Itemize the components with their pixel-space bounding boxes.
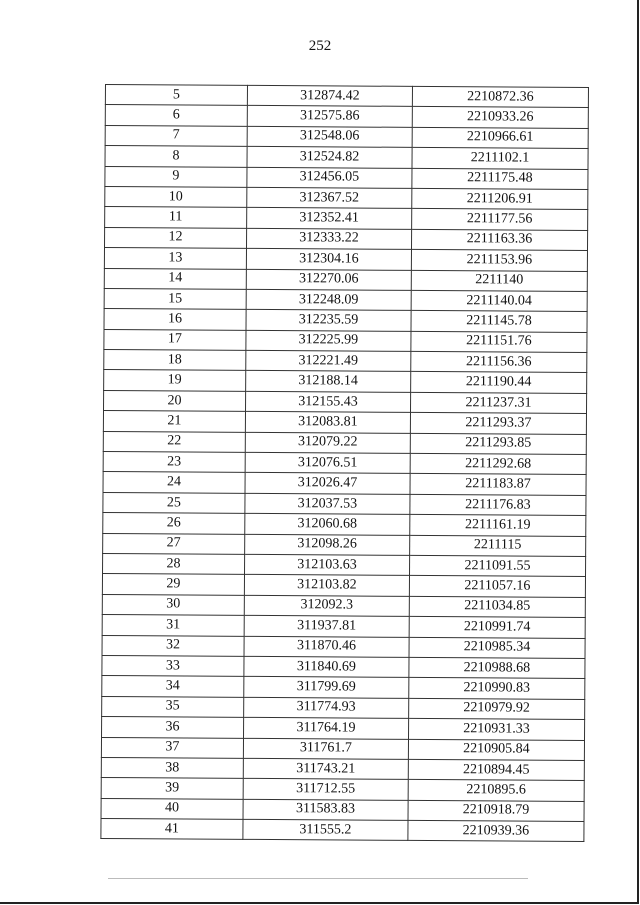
x-coordinate-cell: 312103.82 [244, 575, 409, 596]
point-number-cell: 31 [102, 615, 244, 636]
y-coordinate-cell: 2211140 [411, 270, 587, 291]
y-coordinate-cell: 2210918.79 [408, 800, 584, 821]
x-coordinate-cell: 311764.19 [244, 717, 409, 738]
y-coordinate-cell: 2211034.85 [409, 596, 585, 617]
point-number-cell: 39 [101, 778, 243, 799]
table-row [104, 309, 587, 332]
point-number-cell: 8 [105, 146, 247, 167]
y-coordinate-cell: 2211145.78 [411, 311, 587, 332]
y-coordinate-cell: 2211293.85 [410, 433, 586, 454]
y-coordinate-cell: 2211292.68 [410, 453, 586, 474]
point-number-cell: 36 [102, 717, 244, 738]
table-row [103, 492, 586, 515]
x-coordinate-cell: 312225.99 [246, 330, 411, 351]
x-coordinate-cell: 311870.46 [244, 636, 409, 657]
table-row [105, 207, 588, 230]
point-number-cell: 34 [102, 676, 244, 697]
x-coordinate-cell: 312456.05 [247, 167, 412, 188]
y-coordinate-cell: 2211115 [410, 535, 586, 556]
footer-rule [108, 878, 528, 879]
x-coordinate-cell: 312188.14 [246, 371, 411, 392]
x-coordinate-cell: 312270.06 [246, 269, 411, 290]
y-coordinate-cell: 2211057.16 [409, 576, 585, 597]
x-coordinate-cell: 312352.41 [247, 208, 412, 229]
point-number-cell: 41 [101, 819, 243, 840]
x-coordinate-cell: 312221.49 [246, 350, 411, 371]
point-number-cell: 23 [103, 452, 245, 473]
y-coordinate-cell: 2211140.04 [411, 290, 587, 311]
y-coordinate-cell: 2211237.31 [410, 392, 586, 413]
x-coordinate-cell: 312083.81 [245, 412, 410, 433]
y-coordinate-cell: 2210931.33 [409, 718, 585, 739]
table-row [105, 146, 588, 169]
point-number-cell: 17 [104, 329, 246, 350]
x-coordinate-cell: 311761.7 [243, 738, 408, 759]
point-number-cell: 25 [103, 492, 245, 513]
point-number-cell: 28 [103, 553, 245, 574]
table-row [103, 472, 586, 495]
point-number-cell: 14 [104, 268, 246, 289]
table-row [105, 85, 588, 108]
point-number-cell: 16 [104, 309, 246, 330]
y-coordinate-cell: 2211151.76 [411, 331, 587, 352]
x-coordinate-cell: 311555.2 [243, 819, 408, 840]
y-coordinate-cell: 2211183.87 [410, 474, 586, 495]
x-coordinate-cell: 312079.22 [245, 432, 410, 453]
point-number-cell: 18 [104, 350, 246, 371]
point-number-cell: 15 [104, 288, 246, 309]
x-coordinate-cell: 312155.43 [246, 391, 411, 412]
x-coordinate-cell: 312304.16 [246, 248, 411, 269]
x-coordinate-cell: 312575.86 [247, 106, 412, 127]
y-coordinate-cell: 2211176.83 [410, 494, 586, 515]
table-row [103, 452, 586, 475]
table-row [105, 125, 588, 148]
y-coordinate-cell: 2211177.56 [412, 209, 588, 230]
point-number-cell: 9 [105, 166, 247, 187]
x-coordinate-cell: 311840.69 [244, 656, 409, 677]
point-number-cell: 21 [103, 411, 245, 432]
y-coordinate-cell: 2211091.55 [410, 555, 586, 576]
point-number-cell: 6 [105, 105, 247, 126]
x-coordinate-cell: 311799.69 [244, 677, 409, 698]
page-number: 252 [308, 38, 332, 54]
point-number-cell: 19 [104, 370, 246, 391]
y-coordinate-cell: 2210985.34 [409, 637, 585, 658]
table-row [104, 370, 587, 393]
table-row [105, 105, 588, 128]
point-number-cell: 33 [102, 655, 244, 676]
y-coordinate-cell: 2211156.36 [411, 351, 587, 372]
y-coordinate-cell: 2210991.74 [409, 617, 585, 638]
point-number-cell: 32 [102, 635, 244, 656]
table-row [104, 288, 587, 311]
y-coordinate-cell: 2210894.45 [408, 759, 584, 780]
point-number-cell: 11 [105, 207, 247, 228]
point-number-cell: 29 [102, 574, 244, 595]
y-coordinate-cell: 2211206.91 [412, 188, 588, 209]
y-coordinate-cell: 2210895.6 [408, 780, 584, 801]
point-number-cell: 5 [105, 85, 247, 106]
point-number-cell: 7 [105, 125, 247, 146]
point-number-cell: 26 [103, 513, 245, 534]
x-coordinate-cell: 311583.83 [243, 799, 408, 820]
coordinates-table [100, 84, 589, 842]
x-coordinate-cell: 312248.09 [246, 289, 411, 310]
y-coordinate-cell: 2211102.1 [412, 148, 588, 169]
x-coordinate-cell: 312235.59 [246, 310, 411, 331]
table-row [101, 819, 584, 842]
y-coordinate-cell: 2211161.19 [410, 515, 586, 536]
table-row [105, 227, 588, 250]
x-coordinate-cell: 312524.82 [247, 147, 412, 168]
y-coordinate-cell: 2210966.61 [412, 127, 588, 148]
table-row [104, 268, 587, 291]
y-coordinate-cell: 2211293.37 [410, 413, 586, 434]
point-number-cell: 10 [105, 186, 247, 207]
x-coordinate-cell: 311937.81 [244, 616, 409, 637]
table-row [104, 390, 587, 413]
x-coordinate-cell: 311774.93 [244, 697, 409, 718]
table-row [103, 411, 586, 434]
y-coordinate-cell: 2210979.92 [409, 698, 585, 719]
point-number-cell: 27 [103, 533, 245, 554]
y-coordinate-cell: 2210905.84 [408, 739, 584, 760]
x-coordinate-cell: 311712.55 [243, 779, 408, 800]
x-coordinate-cell: 312874.42 [247, 85, 412, 106]
point-number-cell: 24 [103, 472, 245, 493]
table-row [104, 350, 587, 373]
table-row [103, 431, 586, 454]
point-number-cell: 30 [102, 594, 244, 615]
y-coordinate-cell: 2210933.26 [412, 107, 588, 128]
y-coordinate-cell: 2211175.48 [412, 168, 588, 189]
x-coordinate-cell: 312060.68 [245, 514, 410, 535]
y-coordinate-cell: 2210939.36 [408, 820, 584, 841]
y-coordinate-cell: 2210988.68 [409, 657, 585, 678]
x-coordinate-cell: 312076.51 [245, 452, 410, 473]
table-row [105, 166, 588, 189]
point-number-cell: 13 [104, 248, 246, 269]
x-coordinate-cell: 312026.47 [245, 473, 410, 494]
y-coordinate-cell: 2211163.36 [411, 229, 587, 250]
x-coordinate-cell: 312333.22 [246, 228, 411, 249]
coordinates-table-body [101, 85, 589, 842]
x-coordinate-cell: 312103.63 [245, 554, 410, 575]
point-number-cell: 20 [104, 390, 246, 411]
point-number-cell: 35 [102, 696, 244, 717]
x-coordinate-cell: 312092.3 [244, 595, 409, 616]
x-coordinate-cell: 312548.06 [247, 126, 412, 147]
y-coordinate-cell: 2211153.96 [411, 250, 587, 271]
point-number-cell: 22 [103, 431, 245, 452]
x-coordinate-cell: 312037.53 [245, 493, 410, 514]
point-number-cell: 38 [101, 757, 243, 778]
table-row [104, 248, 587, 271]
point-number-cell: 37 [101, 737, 243, 758]
y-coordinate-cell: 2210872.36 [412, 86, 588, 107]
y-coordinate-cell: 2211190.44 [411, 372, 587, 393]
x-coordinate-cell: 312367.52 [247, 187, 412, 208]
y-coordinate-cell: 2210990.83 [409, 678, 585, 699]
table-row [104, 329, 587, 352]
x-coordinate-cell: 311743.21 [243, 758, 408, 779]
x-coordinate-cell: 312098.26 [245, 534, 410, 555]
point-number-cell: 40 [101, 798, 243, 819]
point-number-cell: 12 [105, 227, 247, 248]
table-row [105, 186, 588, 209]
